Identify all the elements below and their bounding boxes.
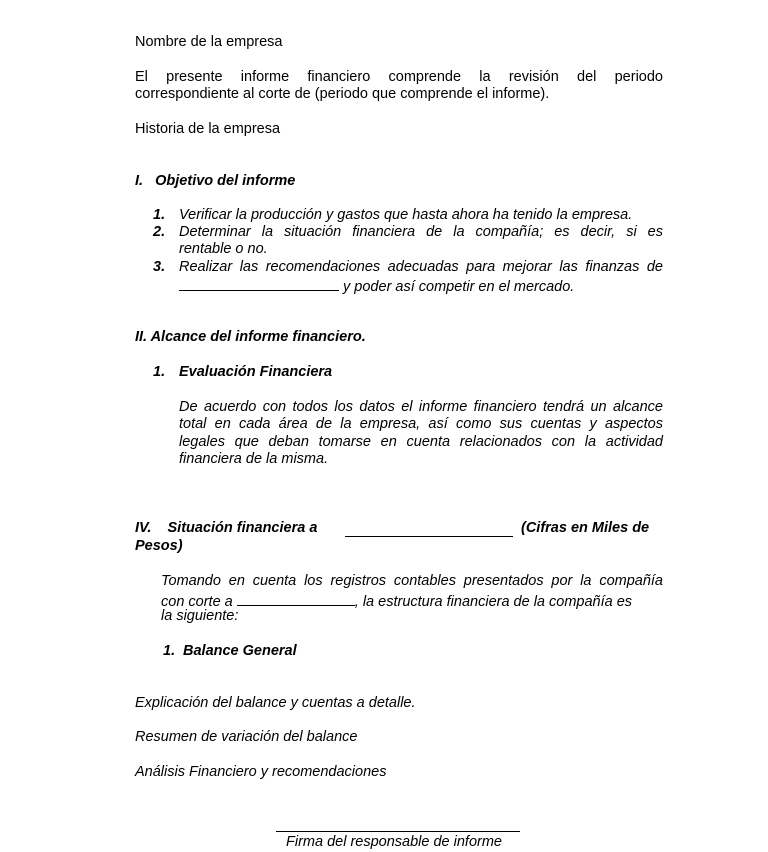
- section-1-heading: I. Objetivo del informe: [135, 173, 296, 189]
- item-number: 1.: [153, 207, 166, 223]
- objective-item-3: [153, 259, 663, 277]
- item-text: Verificar la producción y gastos que hasta ahora ha tenido la empresa.: [179, 207, 633, 223]
- evaluation-line-2: total en cada área de la empresa, así como sus cuentas y aspectos: [179, 416, 663, 432]
- sub-heading: Evaluación Financiera: [179, 364, 333, 380]
- evaluation-line-4: financiera de la misma.: [179, 451, 329, 467]
- variation-summary: Resumen de variación del balance: [135, 729, 358, 745]
- item-text: Determinar la situación financiera de la compañía; es decir, si es: [179, 224, 663, 240]
- situation-line-1: Tomando en cuenta los registros contables presentados por la compañía: [161, 573, 663, 589]
- blank-line: [237, 591, 355, 606]
- item-text: y poder así competir en el mercado.: [339, 279, 575, 295]
- section-2-heading: II. Alcance del informe financiero.: [135, 329, 366, 345]
- balance-explanation: Explicación del balance y cuentas a detalle.: [135, 695, 416, 711]
- objective-item-2-cont: rentable o no.: [179, 241, 268, 257]
- financial-analysis: Análisis Financiero y recomendaciones: [135, 764, 387, 780]
- evaluation-line-3: legales que deban tomarse en cuenta relacionados con la actividad: [179, 434, 663, 450]
- item-number: 3.: [153, 259, 166, 275]
- blank-line: [179, 276, 339, 291]
- company-history: Historia de la empresa: [135, 121, 281, 137]
- situation-line-3: la siguiente:: [161, 608, 239, 624]
- intro-line-1: El presente informe financiero comprende la revisión del periodo: [135, 69, 663, 85]
- blank-line: [345, 522, 513, 537]
- intro-line-2: correspondiente al corte de (periodo que comprende el informe).: [135, 86, 550, 102]
- situation-text: , la estructura financiera de la compañía es: [354, 594, 633, 610]
- objective-item-1: [153, 207, 632, 225]
- subsection-balance: [163, 643, 297, 661]
- item-text: Realizar las recomendaciones adecuadas para mejorar las finanzas de: [179, 259, 663, 275]
- signature-label: Firma del responsable de informe: [286, 834, 502, 850]
- situation-text: con corte a: [161, 594, 233, 610]
- signature-line: [276, 831, 520, 832]
- sub-number: 1.: [163, 643, 176, 659]
- section-4-heading-figures: (Cifras en Miles de: [521, 520, 650, 536]
- section-4-heading-cont: Pesos): [135, 538, 183, 554]
- objective-item-3-cont: [179, 276, 574, 297]
- section-4-heading: IV. Situación financiera a: [135, 520, 318, 536]
- item-number: 2.: [153, 224, 166, 240]
- evaluation-line-1: De acuerdo con todos los datos el informe financiero tendrá un alcance: [179, 399, 663, 415]
- sub-heading: Balance General: [183, 643, 297, 659]
- sub-number: 1.: [153, 364, 166, 380]
- company-name: Nombre de la empresa: [135, 34, 283, 50]
- subsection-evaluacion: [153, 364, 332, 382]
- objective-item-2: [153, 224, 663, 242]
